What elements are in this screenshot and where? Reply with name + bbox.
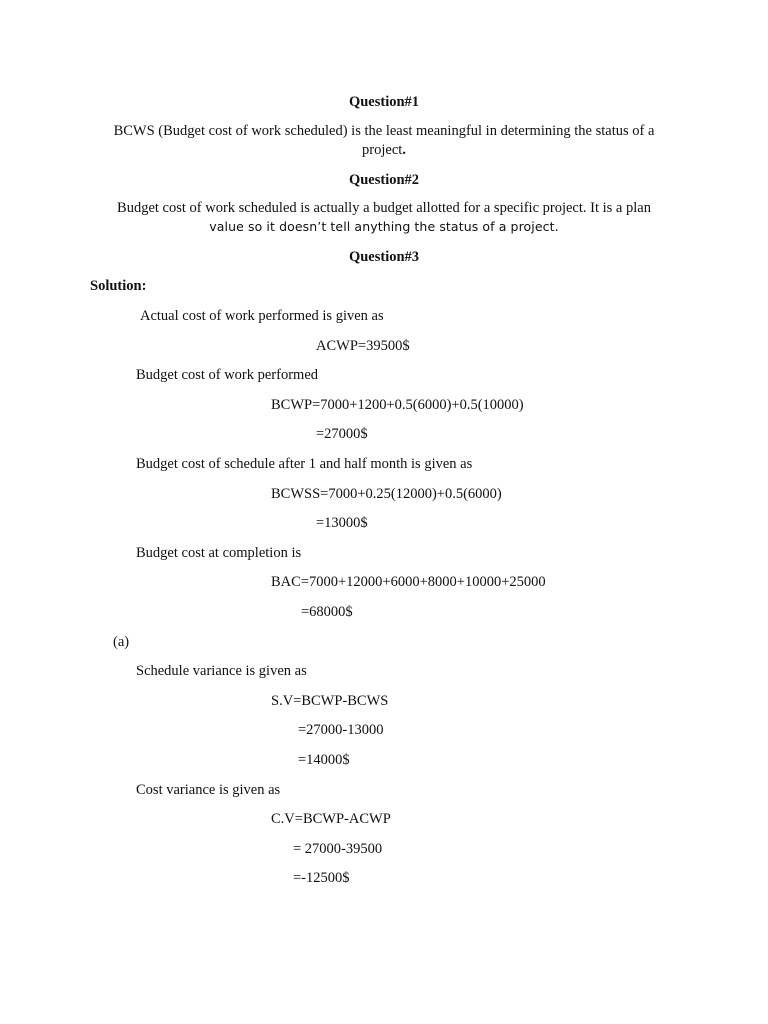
question1-heading: Question#1 [348, 94, 420, 110]
part-a-label: (a) [113, 634, 130, 650]
bac-intro: Budget cost at completion is [136, 545, 302, 561]
bcwp-result: =27000$ [316, 426, 368, 442]
question3-heading: Question#3 [348, 249, 420, 265]
schedule-variance-result: =14000$ [298, 752, 350, 768]
schedule-variance-step: =27000-13000 [298, 722, 384, 738]
question1-answer-period: . [402, 142, 406, 158]
bcwp-intro: Budget cost of work performed [136, 367, 319, 383]
acwp-intro: Actual cost of work performed is given as [140, 308, 384, 324]
question1-answer-line1: BCWS (Budget cost of work scheduled) is the least meaningful in determining the status of a [113, 123, 655, 139]
acwp-equation: ACWP=39500$ [316, 338, 410, 354]
question1-answer-line2 [0, 141, 768, 159]
question2-answer-line1: Budget cost of work scheduled is actually a budget allotted for a specific project. It is a plan [117, 200, 651, 216]
solution-label: Solution: [90, 278, 147, 294]
bcws-result: =13000$ [316, 515, 368, 531]
schedule-variance-equation: S.V=BCWP-BCWS [271, 693, 389, 709]
cost-variance-step: = 27000-39500 [293, 841, 383, 857]
question1-answer-word: project [362, 142, 403, 158]
question2-answer-line2: value so it doesn’t tell anything the status of a project. [209, 219, 559, 234]
cost-variance-result: =-12500$ [293, 870, 350, 886]
bcwp-equation: BCWP=7000+1200+0.5(6000)+0.5(10000) [271, 397, 524, 413]
bcws-intro: Budget cost of schedule after 1 and half month is given as [136, 456, 473, 472]
question2-heading: Question#2 [348, 172, 420, 188]
schedule-variance-intro: Schedule variance is given as [136, 663, 307, 679]
bac-equation: BAC=7000+12000+6000+8000+10000+25000 [271, 574, 546, 590]
cost-variance-intro: Cost variance is given as [136, 782, 281, 798]
bcws-equation: BCWSS=7000+0.25(12000)+0.5(6000) [271, 486, 502, 502]
cost-variance-equation: C.V=BCWP-ACWP [271, 811, 391, 827]
bac-result: =68000$ [301, 604, 353, 620]
